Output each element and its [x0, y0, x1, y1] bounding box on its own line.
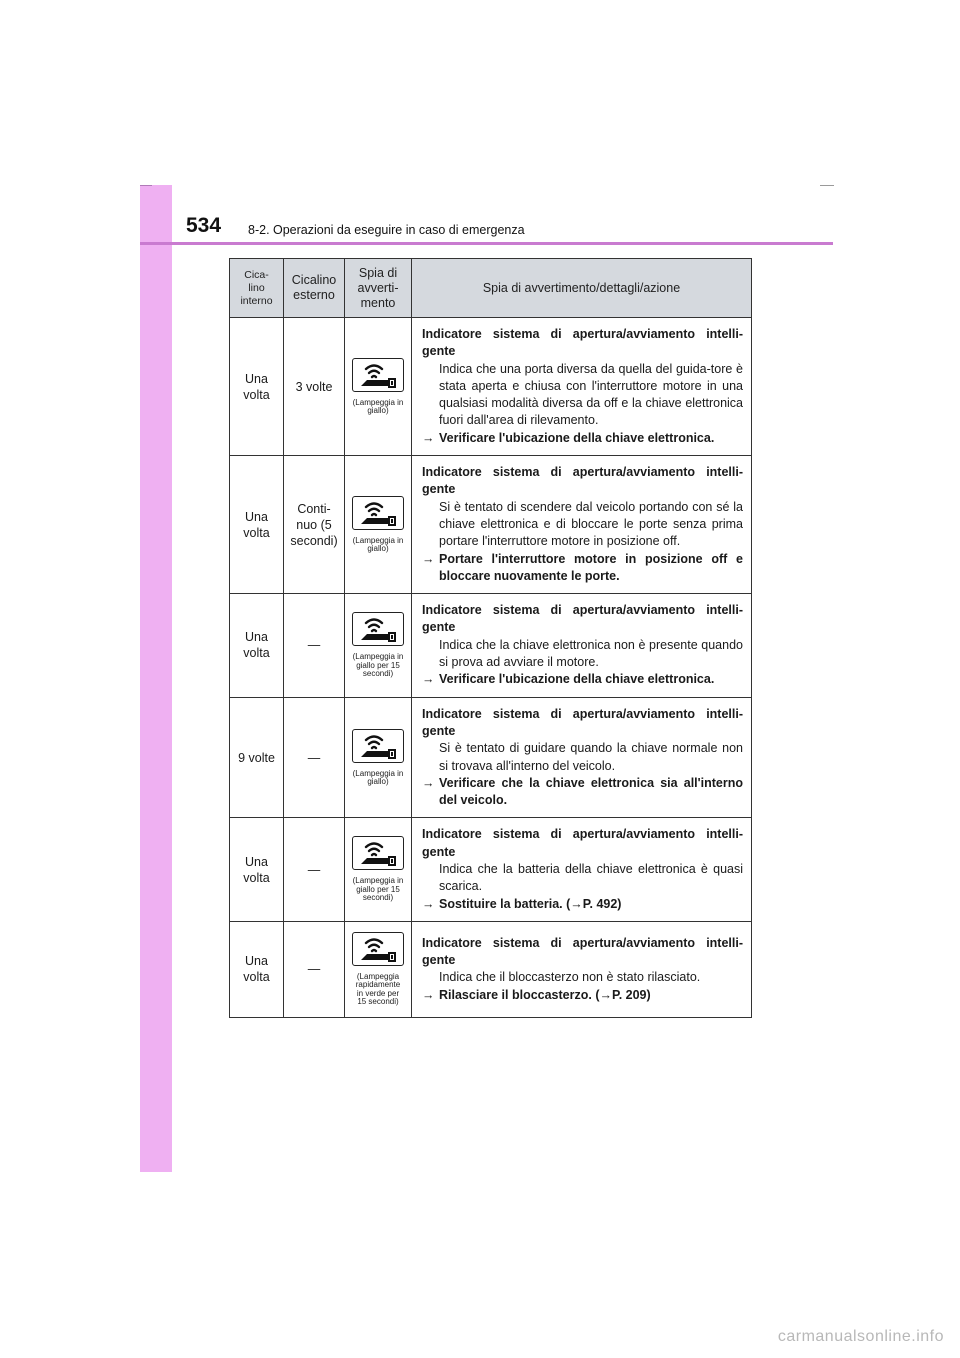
details-cell — [412, 818, 752, 921]
arrow-icon: → — [422, 551, 435, 566]
outer-buzzer-cell: — — [284, 818, 345, 921]
inner-buzzer-cell: 9 volte — [230, 697, 284, 818]
inner-buzzer-cell: Una volta — [230, 318, 284, 456]
warning-light-cell — [345, 456, 412, 594]
outer-buzzer-cell: Conti- nuo (5 secondi) — [284, 456, 345, 594]
arrow-icon: → — [422, 672, 435, 687]
column-header-details: Spia di avvertimento/dettagli/azione — [412, 259, 752, 318]
detail-action — [422, 896, 743, 913]
column-header-outer-buzzer: Cicalino esterno — [284, 259, 345, 318]
warning-light-cell — [345, 697, 412, 818]
table-row — [230, 594, 752, 697]
detail-title: Indicatore sistema di apertura/avviamento intelli-gente — [422, 603, 743, 635]
detail-description: Si è tentato di guidare quando la chiave normale non si trovava all'interno del veicolo. — [439, 741, 743, 773]
detail-title: Indicatore sistema di apertura/avviamento intelli-gente — [422, 935, 743, 968]
table-row — [230, 697, 752, 818]
smart-key-system-icon — [352, 729, 404, 763]
smart-key-system-icon — [352, 836, 404, 870]
arrow-icon: → — [422, 430, 435, 445]
warning-table — [229, 258, 752, 1018]
lamp-note: (Lampeggia in giallo) — [352, 397, 404, 416]
action-text: Portare l'interruttore motore in posizione off e bloccare nuovamente le porte. — [439, 551, 743, 583]
details-cell — [412, 456, 752, 594]
action-text: Verificare che la chiave elettronica sia all'interno del veicolo. — [439, 775, 743, 808]
details-cell — [412, 921, 752, 1017]
arrow-icon: → — [422, 896, 435, 911]
watermark: carmanualsonline.info — [777, 1328, 944, 1345]
table-row — [230, 921, 752, 1017]
inner-buzzer-cell: Una volta — [230, 818, 284, 921]
table-row — [230, 818, 752, 921]
detail-title: Indicatore sistema di apertura/avviamento intelli-gente — [422, 327, 743, 359]
outer-buzzer-cell: 3 volte — [284, 318, 345, 456]
outer-buzzer-cell: — — [284, 697, 345, 818]
smart-key-system-icon — [352, 932, 404, 966]
warning-light-cell — [345, 921, 412, 1017]
action-text: Rilasciare il bloccasterzo. (→P. 209) — [439, 987, 651, 1002]
detail-title: Indicatore sistema di apertura/avviamento intelli-gente — [422, 827, 743, 859]
detail-description: Si è tentato di scendere dal veicolo portando con sé la chiave elettronica e di bloccare le porte senza prima portare l'interruttore motore in posizione off. — [439, 499, 743, 549]
inner-buzzer-cell: Una volta — [230, 594, 284, 697]
warning-light-cell — [345, 818, 412, 921]
page-number: 534 — [186, 214, 222, 237]
table-row — [230, 456, 752, 594]
detail-title: Indicatore sistema di apertura/avviamento intelli-gente — [422, 465, 743, 497]
lamp-note: (Lampeggia in giallo) — [352, 768, 404, 787]
outer-buzzer-cell: — — [284, 921, 345, 1017]
lamp-note: (Lampeggia in giallo) — [352, 535, 404, 554]
detail-action — [422, 551, 743, 586]
smart-key-system-icon — [352, 496, 404, 530]
action-text: Sostituire la batteria. (→P. 492) — [439, 896, 622, 911]
warning-light-cell — [345, 594, 412, 697]
details-cell — [412, 318, 752, 456]
detail-action — [422, 671, 743, 688]
details-cell — [412, 697, 752, 818]
crop-mark-right — [820, 185, 834, 186]
table-header-row — [230, 259, 752, 318]
lamp-note: (Lampeggia rapidamente in verde per 15 secondi) — [355, 971, 401, 1007]
arrow-icon: → — [422, 775, 435, 790]
detail-description: Indica che la batteria della chiave elettronica è quasi scarica. — [439, 862, 743, 894]
detail-description: Indica che la chiave elettronica non è presente quando si prova ad avviare il motore. — [439, 637, 743, 670]
detail-description: Indica che il bloccasterzo non è stato rilasciato. — [439, 970, 701, 985]
table-row — [230, 318, 752, 456]
action-text: Verificare l'ubicazione della chiave elettronica. — [439, 672, 715, 687]
chapter-sidebar-tab — [140, 185, 172, 1172]
lamp-note: (Lampeggia in giallo per 15 secondi) — [352, 876, 404, 903]
detail-action — [422, 987, 743, 1004]
arrow-icon: → — [422, 987, 435, 1002]
action-text: Verificare l'ubicazione della chiave elettronica. — [439, 430, 715, 445]
detail-action — [422, 775, 743, 810]
inner-buzzer-cell: Una volta — [230, 456, 284, 594]
outer-buzzer-cell: — — [284, 594, 345, 697]
smart-key-system-icon — [352, 358, 404, 392]
header-rule — [140, 242, 833, 245]
detail-description: Indica che una porta diversa da quella del guida-tore è stata aperta e chiusa con l'interruttore motore in una qualsiasi modalità diversa da off e la chiave elettronica fuori dall'area di rilevamento. — [439, 361, 743, 428]
detail-title: Indicatore sistema di apertura/avviamento intelli-gente — [422, 706, 743, 738]
lamp-note: (Lampeggia in giallo per 15 secondi) — [352, 652, 404, 679]
inner-buzzer-cell: Una volta — [230, 921, 284, 1017]
column-header-inner-buzzer: Cica- lino interno — [230, 259, 284, 318]
detail-action — [422, 430, 743, 447]
crop-mark-left — [140, 185, 152, 186]
section-title: 8-2. Operazioni da eseguire in caso di emergenza — [248, 223, 525, 237]
smart-key-system-icon — [352, 612, 404, 646]
warning-light-cell — [345, 318, 412, 456]
details-cell — [412, 594, 752, 697]
column-header-warning-light: Spia di avverti- mento — [345, 259, 412, 318]
